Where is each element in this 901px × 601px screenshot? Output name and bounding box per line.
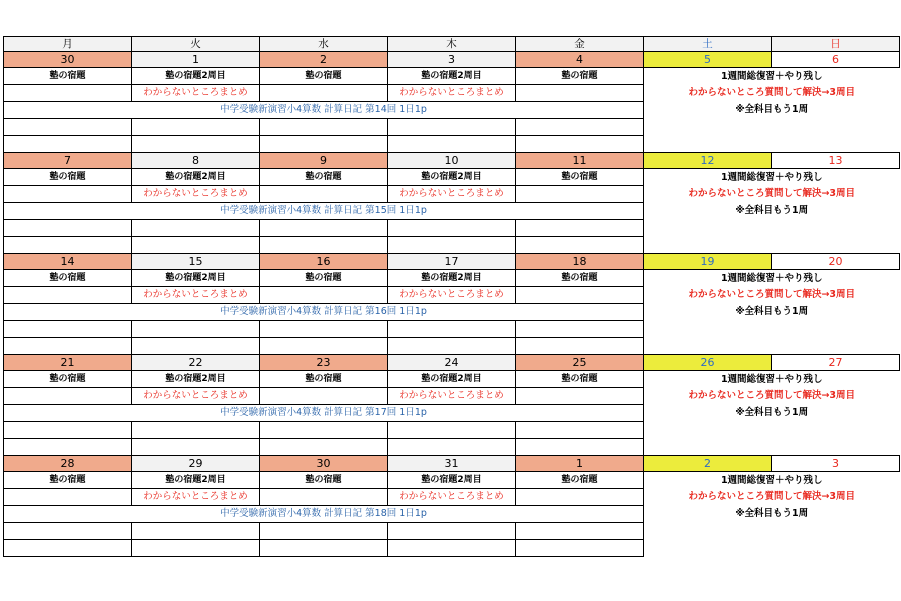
blank-cell-thu bbox=[388, 338, 516, 355]
week-blank-row bbox=[4, 136, 900, 153]
blank-cell-thu bbox=[388, 237, 516, 254]
date-cell-tue: 15 bbox=[132, 254, 260, 270]
review-cell-fri bbox=[516, 287, 644, 304]
review-cell-fri bbox=[516, 388, 644, 405]
task-cell-mon: 塾の宿題 bbox=[4, 270, 132, 287]
blank-cell-mon bbox=[4, 439, 132, 456]
blank-cell-wed bbox=[260, 321, 388, 338]
date-cell-thu: 24 bbox=[388, 355, 516, 371]
date-cell-sun: 6 bbox=[772, 52, 900, 68]
blank-cell-mon bbox=[4, 422, 132, 439]
date-cell-fri: 11 bbox=[516, 153, 644, 169]
review-cell-tue: わからないところまとめ bbox=[132, 287, 260, 304]
task-cell-tue: 塾の宿題2周目 bbox=[132, 68, 260, 85]
date-cell-sat: 19 bbox=[644, 254, 772, 270]
week-blank-row bbox=[4, 338, 900, 355]
date-cell-tue: 22 bbox=[132, 355, 260, 371]
weekend-all-subjects-line: ※全科目もう1周 bbox=[735, 508, 809, 520]
task-cell-wed: 塾の宿題 bbox=[260, 472, 388, 489]
task-cell-thu: 塾の宿題2周目 bbox=[388, 68, 516, 85]
blank-cell-wed bbox=[260, 338, 388, 355]
week-date-row bbox=[4, 153, 900, 169]
week-blank-row bbox=[4, 237, 900, 254]
task-cell-mon: 塾の宿題 bbox=[4, 371, 132, 388]
review-cell-thu: わからないところまとめ bbox=[388, 489, 516, 506]
date-cell-tue: 8 bbox=[132, 153, 260, 169]
review-cell-thu: わからないところまとめ bbox=[388, 287, 516, 304]
review-cell-wed bbox=[260, 489, 388, 506]
blank-cell-tue bbox=[132, 237, 260, 254]
review-cell-wed bbox=[260, 287, 388, 304]
blank-cell-thu bbox=[388, 439, 516, 456]
weekend-empty-cell bbox=[644, 540, 900, 557]
week-date-row bbox=[4, 52, 900, 68]
task-cell-wed: 塾の宿題 bbox=[260, 270, 388, 287]
week-drill-row bbox=[4, 203, 900, 220]
task-cell-mon: 塾の宿題 bbox=[4, 68, 132, 85]
review-cell-tue: わからないところまとめ bbox=[132, 186, 260, 203]
blank-cell-thu bbox=[388, 220, 516, 237]
review-cell-fri bbox=[516, 85, 644, 102]
blank-cell-tue bbox=[132, 439, 260, 456]
week-task-row bbox=[4, 371, 900, 388]
weekend-empty-cell bbox=[644, 237, 900, 254]
date-cell-mon: 28 bbox=[4, 456, 132, 472]
week-blank-row bbox=[4, 220, 900, 237]
blank-cell-tue bbox=[132, 523, 260, 540]
week-date-row bbox=[4, 254, 900, 270]
week-task-row bbox=[4, 68, 900, 85]
date-cell-wed: 30 bbox=[260, 456, 388, 472]
blank-cell-wed bbox=[260, 540, 388, 557]
blank-cell-mon bbox=[4, 523, 132, 540]
blank-cell-thu bbox=[388, 422, 516, 439]
blank-cell-fri bbox=[516, 439, 644, 456]
week-task-row bbox=[4, 472, 900, 489]
drill-cell: 中学受験新演習小4算数 計算日記 第17回 1日1p bbox=[4, 405, 644, 422]
date-cell-fri: 18 bbox=[516, 254, 644, 270]
weekend-empty-cell bbox=[644, 321, 900, 338]
blank-cell-wed bbox=[260, 422, 388, 439]
blank-cell-mon bbox=[4, 540, 132, 557]
review-cell-thu: わからないところまとめ bbox=[388, 85, 516, 102]
task-cell-mon: 塾の宿題 bbox=[4, 472, 132, 489]
date-cell-thu: 10 bbox=[388, 153, 516, 169]
blank-cell-mon bbox=[4, 338, 132, 355]
drill-cell: 中学受験新演習小4算数 計算日記 第14回 1日1p bbox=[4, 102, 644, 119]
weekend-empty-cell bbox=[644, 338, 900, 355]
date-cell-mon: 30 bbox=[4, 52, 132, 68]
weekend-empty-cell bbox=[644, 119, 900, 136]
blank-cell-mon bbox=[4, 237, 132, 254]
weekday-header-sat: 土 bbox=[644, 37, 772, 52]
weekend-question-line: わからないところ質問して解決→3周目 bbox=[688, 289, 856, 301]
date-cell-fri: 4 bbox=[516, 52, 644, 68]
weekday-header-tue: 火 bbox=[132, 37, 260, 52]
task-cell-wed: 塾の宿題 bbox=[260, 371, 388, 388]
blank-cell-fri bbox=[516, 523, 644, 540]
review-cell-wed bbox=[260, 388, 388, 405]
weekday-header-wed: 水 bbox=[260, 37, 388, 52]
date-cell-fri: 25 bbox=[516, 355, 644, 371]
drill-cell: 中学受験新演習小4算数 計算日記 第16回 1日1p bbox=[4, 304, 644, 321]
date-cell-sun: 3 bbox=[772, 456, 900, 472]
date-cell-fri: 1 bbox=[516, 456, 644, 472]
blank-cell-fri bbox=[516, 422, 644, 439]
weekday-header-mon: 月 bbox=[4, 37, 132, 52]
blank-cell-thu bbox=[388, 136, 516, 153]
task-cell-thu: 塾の宿題2周目 bbox=[388, 371, 516, 388]
weekend-all-subjects-line: ※全科目もう1周 bbox=[735, 407, 809, 419]
blank-cell-tue bbox=[132, 136, 260, 153]
week-blank-row bbox=[4, 439, 900, 456]
drill-cell: 中学受験新演習小4算数 計算日記 第18回 1日1p bbox=[4, 506, 644, 523]
date-cell-wed: 16 bbox=[260, 254, 388, 270]
weekend-review-line: 1週間総復習＋やり残し bbox=[720, 373, 823, 385]
week-task-row bbox=[4, 169, 900, 186]
task-cell-fri: 塾の宿題 bbox=[516, 270, 644, 287]
blank-cell-thu bbox=[388, 523, 516, 540]
week-blank-row bbox=[4, 422, 900, 439]
date-cell-thu: 31 bbox=[388, 456, 516, 472]
weekend-review-line: 1週間総復習＋やり残し bbox=[720, 474, 823, 486]
blank-cell-fri bbox=[516, 321, 644, 338]
date-cell-mon: 14 bbox=[4, 254, 132, 270]
weekend-question-line: わからないところ質問して解決→3周目 bbox=[688, 188, 856, 200]
weekend-question-line: わからないところ質問して解決→3周目 bbox=[688, 390, 856, 402]
week-date-row bbox=[4, 456, 900, 472]
week-review-row bbox=[4, 186, 900, 203]
blank-cell-fri bbox=[516, 540, 644, 557]
date-cell-thu: 17 bbox=[388, 254, 516, 270]
week-date-row bbox=[4, 355, 900, 371]
weekend-empty-cell bbox=[644, 523, 900, 540]
blank-cell-mon bbox=[4, 119, 132, 136]
task-cell-fri: 塾の宿題 bbox=[516, 472, 644, 489]
date-cell-sun: 20 bbox=[772, 254, 900, 270]
week-drill-row bbox=[4, 304, 900, 321]
date-cell-wed: 9 bbox=[260, 153, 388, 169]
week-task-row bbox=[4, 270, 900, 287]
blank-cell-tue bbox=[132, 540, 260, 557]
review-cell-mon bbox=[4, 186, 132, 203]
week-review-row bbox=[4, 85, 900, 102]
task-cell-fri: 塾の宿題 bbox=[516, 371, 644, 388]
task-cell-tue: 塾の宿題2周目 bbox=[132, 472, 260, 489]
blank-cell-thu bbox=[388, 540, 516, 557]
blank-cell-fri bbox=[516, 338, 644, 355]
task-cell-wed: 塾の宿題 bbox=[260, 169, 388, 186]
date-cell-sat: 2 bbox=[644, 456, 772, 472]
blank-cell-tue bbox=[132, 119, 260, 136]
review-cell-tue: わからないところまとめ bbox=[132, 388, 260, 405]
weekend-question-line: わからないところ質問して解決→3周目 bbox=[688, 491, 856, 503]
weekday-header-thu: 木 bbox=[388, 37, 516, 52]
week-drill-row bbox=[4, 102, 900, 119]
week-blank-row bbox=[4, 540, 900, 557]
review-cell-tue: わからないところまとめ bbox=[132, 489, 260, 506]
review-cell-mon bbox=[4, 489, 132, 506]
week-review-row bbox=[4, 388, 900, 405]
weekend-review-line: 1週間総復習＋やり残し bbox=[720, 171, 823, 183]
blank-cell-fri bbox=[516, 136, 644, 153]
date-cell-wed: 23 bbox=[260, 355, 388, 371]
date-cell-mon: 21 bbox=[4, 355, 132, 371]
week-review-row bbox=[4, 489, 900, 506]
blank-cell-mon bbox=[4, 220, 132, 237]
task-cell-tue: 塾の宿題2周目 bbox=[132, 169, 260, 186]
week-blank-row bbox=[4, 523, 900, 540]
week-drill-row bbox=[4, 506, 900, 523]
blank-cell-tue bbox=[132, 422, 260, 439]
weekend-all-subjects-line: ※全科目もう1周 bbox=[735, 205, 809, 217]
task-cell-wed: 塾の宿題 bbox=[260, 68, 388, 85]
blank-cell-fri bbox=[516, 220, 644, 237]
date-cell-wed: 2 bbox=[260, 52, 388, 68]
task-cell-fri: 塾の宿題 bbox=[516, 68, 644, 85]
date-cell-sat: 26 bbox=[644, 355, 772, 371]
blank-cell-mon bbox=[4, 136, 132, 153]
task-cell-mon: 塾の宿題 bbox=[4, 169, 132, 186]
blank-cell-wed bbox=[260, 119, 388, 136]
weekend-empty-cell bbox=[644, 220, 900, 237]
task-cell-thu: 塾の宿題2周目 bbox=[388, 472, 516, 489]
date-cell-sat: 5 bbox=[644, 52, 772, 68]
date-cell-thu: 3 bbox=[388, 52, 516, 68]
weekday-header-fri: 金 bbox=[516, 37, 644, 52]
week-review-row bbox=[4, 287, 900, 304]
review-cell-wed bbox=[260, 186, 388, 203]
weekend-question-line: わからないところ質問して解決→3周目 bbox=[688, 87, 856, 99]
blank-cell-tue bbox=[132, 321, 260, 338]
weekday-header-row bbox=[4, 37, 900, 52]
review-cell-fri bbox=[516, 186, 644, 203]
task-cell-fri: 塾の宿題 bbox=[516, 169, 644, 186]
week-drill-row bbox=[4, 405, 900, 422]
task-cell-tue: 塾の宿題2周目 bbox=[132, 270, 260, 287]
weekend-all-subjects-line: ※全科目もう1周 bbox=[735, 306, 809, 318]
review-cell-fri bbox=[516, 489, 644, 506]
task-cell-thu: 塾の宿題2周目 bbox=[388, 270, 516, 287]
blank-cell-wed bbox=[260, 523, 388, 540]
weekend-empty-cell bbox=[644, 422, 900, 439]
review-cell-thu: わからないところまとめ bbox=[388, 186, 516, 203]
blank-cell-wed bbox=[260, 237, 388, 254]
blank-cell-wed bbox=[260, 136, 388, 153]
date-cell-sun: 13 bbox=[772, 153, 900, 169]
blank-cell-wed bbox=[260, 220, 388, 237]
task-cell-tue: 塾の宿題2周目 bbox=[132, 371, 260, 388]
week-blank-row bbox=[4, 321, 900, 338]
blank-cell-fri bbox=[516, 119, 644, 136]
review-cell-mon bbox=[4, 85, 132, 102]
date-cell-tue: 1 bbox=[132, 52, 260, 68]
review-cell-tue: わからないところまとめ bbox=[132, 85, 260, 102]
blank-cell-thu bbox=[388, 321, 516, 338]
weekend-review-line: 1週間総復習＋やり残し bbox=[720, 70, 823, 82]
blank-cell-mon bbox=[4, 321, 132, 338]
monthly-study-calendar bbox=[3, 36, 900, 557]
review-cell-thu: わからないところまとめ bbox=[388, 388, 516, 405]
weekend-review-line: 1週間総復習＋やり残し bbox=[720, 272, 823, 284]
weekend-empty-cell bbox=[644, 439, 900, 456]
blank-cell-fri bbox=[516, 237, 644, 254]
review-cell-mon bbox=[4, 287, 132, 304]
weekday-header-sun: 日 bbox=[772, 37, 900, 52]
date-cell-sun: 27 bbox=[772, 355, 900, 371]
weekend-all-subjects-line: ※全科目もう1周 bbox=[735, 104, 809, 116]
date-cell-mon: 7 bbox=[4, 153, 132, 169]
blank-cell-thu bbox=[388, 119, 516, 136]
date-cell-tue: 29 bbox=[132, 456, 260, 472]
drill-cell: 中学受験新演習小4算数 計算日記 第15回 1日1p bbox=[4, 203, 644, 220]
week-blank-row bbox=[4, 119, 900, 136]
blank-cell-tue bbox=[132, 220, 260, 237]
review-cell-wed bbox=[260, 85, 388, 102]
blank-cell-wed bbox=[260, 439, 388, 456]
review-cell-mon bbox=[4, 388, 132, 405]
weekend-empty-cell bbox=[644, 136, 900, 153]
task-cell-thu: 塾の宿題2周目 bbox=[388, 169, 516, 186]
date-cell-sat: 12 bbox=[644, 153, 772, 169]
blank-cell-tue bbox=[132, 338, 260, 355]
